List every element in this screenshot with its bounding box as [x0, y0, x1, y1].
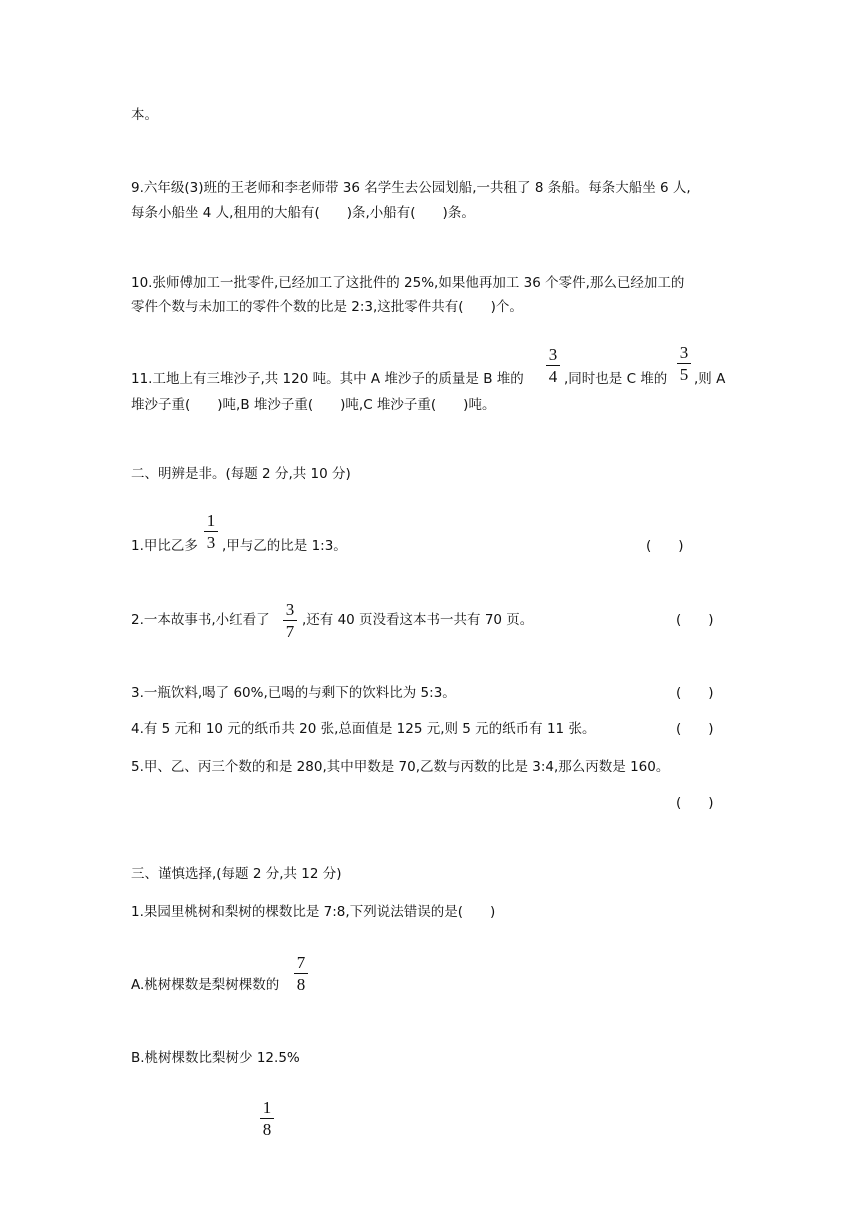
fraction-bar	[677, 363, 691, 364]
judge-5-answer-blank: ( )	[676, 795, 714, 811]
fraction-numerator: 7	[296, 953, 306, 972]
question-10-line-1: 10.张师傅加工一批零件,已经加工了这批件的 25%,如果他再加工 36 个零件,那么已经加工的	[131, 275, 685, 291]
fraction-3-7	[283, 600, 297, 641]
fraction-numerator: 1	[206, 511, 216, 530]
section-2-heading: 二、明辨是非。(每题 2 分,共 10 分)	[131, 466, 351, 482]
fraction-denominator: 5	[679, 365, 689, 384]
fraction-1-3	[204, 511, 218, 552]
question-9-line-2: 每条小船坐 4 人,租用的大船有( )条,小船有( )条。	[131, 205, 475, 221]
fraction-3-5	[677, 343, 691, 384]
judge-1-text-a: 1.甲比乙多	[131, 538, 198, 554]
fraction-1-8	[260, 1098, 274, 1139]
judge-4-text: 4.有 5 元和 10 元的纸币共 20 张,总面值是 125 元,则 5 元的纸币有 11 张。	[131, 721, 596, 737]
fraction-denominator: 8	[262, 1120, 272, 1139]
judge-3-answer-blank: ( )	[676, 685, 714, 701]
fraction-denominator: 7	[285, 622, 295, 641]
fraction-numerator: 3	[548, 345, 558, 364]
question-10-line-2: 零件个数与未加工的零件个数的比是 2:3,这批零件共有( )个。	[131, 299, 523, 315]
fraction-bar	[283, 620, 297, 621]
question-11-line-1b: ,同时也是 C 堆的	[564, 371, 668, 387]
judge-2-text-b: ,还有 40 页没看这本书一共有 70 页。	[302, 612, 534, 628]
fraction-numerator: 3	[285, 600, 295, 619]
fraction-numerator: 1	[262, 1098, 272, 1117]
judge-2-text-a: 2.一本故事书,小红看了	[131, 612, 270, 628]
question-11-line-1a: 11.工地上有三堆沙子,共 120 吨。其中 A 堆沙子的质量是 B 堆的	[131, 371, 524, 387]
fraction-3-4	[546, 345, 560, 386]
option-b-text: B.桃树棵数比梨树少 12.5%	[131, 1050, 300, 1066]
choice-1-question: 1.果园里桃树和梨树的棵数比是 7:8,下列说法错误的是( )	[131, 904, 496, 920]
judge-2-answer-blank: ( )	[676, 612, 714, 628]
judge-5-text: 5.甲、乙、丙三个数的和是 280,其中甲数是 70,乙数与丙数的比是 3:4,那么丙数是 160。	[131, 759, 670, 775]
judge-1-text-b: ,甲与乙的比是 1:3。	[222, 538, 347, 554]
question-9-line-1: 9.六年级(3)班的王老师和李老师带 36 名学生去公园划船,一共租了 8 条船。每条大船坐 6 人,	[131, 180, 691, 196]
section-3-heading: 三、谨慎选择,(每题 2 分,共 12 分)	[131, 866, 342, 882]
fraction-bar	[204, 531, 218, 532]
judge-3-text: 3.一瓶饮料,喝了 60%,已喝的与剩下的饮料比为 5:3。	[131, 685, 456, 701]
judge-1-answer-blank: ( )	[646, 538, 684, 554]
question-11-line-1c: ,则 A	[694, 371, 726, 387]
text-line: 本。	[131, 107, 158, 123]
fraction-7-8	[294, 953, 308, 994]
question-11-line-2: 堆沙子重( )吨,B 堆沙子重( )吨,C 堆沙子重( )吨。	[131, 397, 496, 413]
fraction-bar	[260, 1118, 274, 1119]
fraction-denominator: 8	[296, 975, 306, 994]
fraction-bar	[294, 973, 308, 974]
option-a-text: A.桃树棵数是梨树棵数的	[131, 977, 280, 993]
fraction-denominator: 4	[548, 367, 558, 386]
fraction-bar	[546, 365, 560, 366]
judge-4-answer-blank: ( )	[676, 721, 714, 737]
fraction-numerator: 3	[679, 343, 689, 362]
fraction-denominator: 3	[206, 533, 216, 552]
